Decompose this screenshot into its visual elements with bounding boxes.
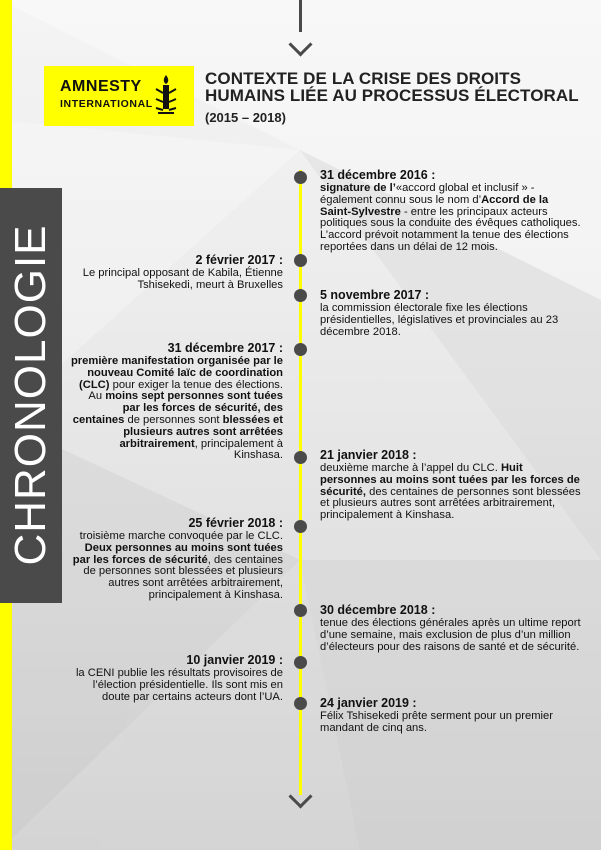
timeline-dot: [294, 656, 307, 669]
event-date: 24 janvier 2019 :: [320, 696, 417, 710]
timeline-dot: [294, 171, 307, 184]
event-text: - entre les principaux acteurs politiques sous la conduite des évêques catholiques. L’accord prévoit notamment la tenue des élections reportées dans un délai de 12 mois.: [320, 205, 581, 253]
event-text: , principalement à Kinshasa.: [194, 437, 283, 462]
side-label: CHRONOLOGIE: [6, 224, 55, 566]
event-text: Le principal opposant de Kabila, Étienne Tshisekedi, meurt à Bruxelles: [82, 267, 283, 291]
timeline-dot: [294, 697, 307, 710]
event-date: 21 janvier 2018 :: [320, 448, 417, 462]
page-title-line2: HUMAINS LIÉE AU PROCESSUS ÉLECTORAL: [205, 86, 579, 105]
timeline-dot: [294, 520, 307, 533]
event-date: 10 janvier 2019 :: [186, 653, 283, 667]
event-2018-02-25: [68, 516, 283, 602]
event-text-bold: Deux personnes au moins sont tuées par les forces de sécurité: [72, 541, 283, 566]
timeline-dot: [294, 604, 307, 617]
event-text-bold: moins sept personnes sont tuées par les forces de sécurité, des centaines: [72, 390, 283, 426]
event-2018-01-21: [320, 448, 582, 522]
event-text: Félix Tshisekedi prête serment pour un premier mandant de cinq ans.: [320, 710, 553, 734]
timeline-dot: [294, 254, 307, 267]
event-date: 31 décembre 2016 :: [320, 168, 436, 182]
event-date: 25 février 2018 :: [188, 516, 283, 530]
event-text-bold: Accord de la Saint-Sylvestre: [320, 193, 549, 218]
event-date: 5 novembre 2017 :: [320, 288, 430, 302]
page-title-line1: CONTEXTE DE LA CRISE DES DROITS: [205, 69, 522, 88]
event-text-bold: signature de l’: [320, 182, 396, 194]
event-date: 30 décembre 2018 :: [320, 603, 436, 617]
event-text-bold: blessées et plusieurs autres sont arrêtées arbitrairement: [119, 413, 283, 450]
timeline-dot: [294, 343, 307, 356]
top-connector: [299, 0, 302, 32]
event-text: de personnes sont: [124, 413, 223, 426]
event-text: des centaines de personnes sont blessées et plusieurs autres sont arrêtées arbitrairement, principalement à Kinshasa.: [320, 485, 581, 522]
event-text: la commission électorale fixe les élections présidentielles, législatives et provinciales au 23 décembre 2018.: [320, 302, 559, 338]
event-text: pour exiger la tenue des élections. Au: [88, 378, 283, 403]
event-2017-12-31: [68, 341, 283, 462]
event-2018-12-30: [320, 603, 582, 653]
event-text: «accord global et inclusif » - également connu sous le nom d’: [320, 182, 535, 206]
timeline-dot: [294, 289, 307, 302]
timeline-dot: [294, 451, 307, 464]
event-2019-01-10: [68, 653, 283, 703]
event-text-bold: première manifestation organisée par le nouveau Comité laïc de coordination (CLC): [70, 355, 283, 391]
logo-line1: AMNESTY: [60, 78, 142, 95]
event-text: la CENI publie les résultats provisoires de l’élection présidentielle. Ils sont mis en doute par certains acteurs dont l’UA.: [75, 667, 283, 703]
event-text: deuxième marche à l’appel du CLC.: [320, 462, 501, 474]
logo-line2: INTERNATIONAL: [60, 98, 153, 110]
event-2019-01-24: [320, 696, 582, 735]
event-2017-02-02: [68, 253, 283, 292]
candle-icon: [152, 73, 180, 119]
event-2017-11-05: [320, 288, 582, 338]
event-date: 2 février 2017 :: [195, 253, 283, 267]
header: [205, 70, 579, 125]
amnesty-logo: [44, 66, 194, 126]
event-2016-12-31: [320, 168, 582, 254]
event-text: tenue des élections générales après un ultime report d’une semaine, mais exclusion de plus d’un million d’électeurs pour des raisons de santé et de sécurité.: [320, 617, 581, 653]
event-date: 31 décembre 2017 :: [167, 341, 283, 355]
page-subtitle: (2015 – 2018): [205, 110, 286, 125]
event-text: , des centaines de personnes sont blessées et plusieurs autres sont arrêtées arbitrairement, principalement à Kinshasa.: [83, 553, 283, 601]
event-text: troisième marche convoquée par le CLC.: [79, 530, 283, 542]
event-text-bold: Huit personnes au moins sont tuées par les forces de sécurité,: [320, 462, 580, 498]
